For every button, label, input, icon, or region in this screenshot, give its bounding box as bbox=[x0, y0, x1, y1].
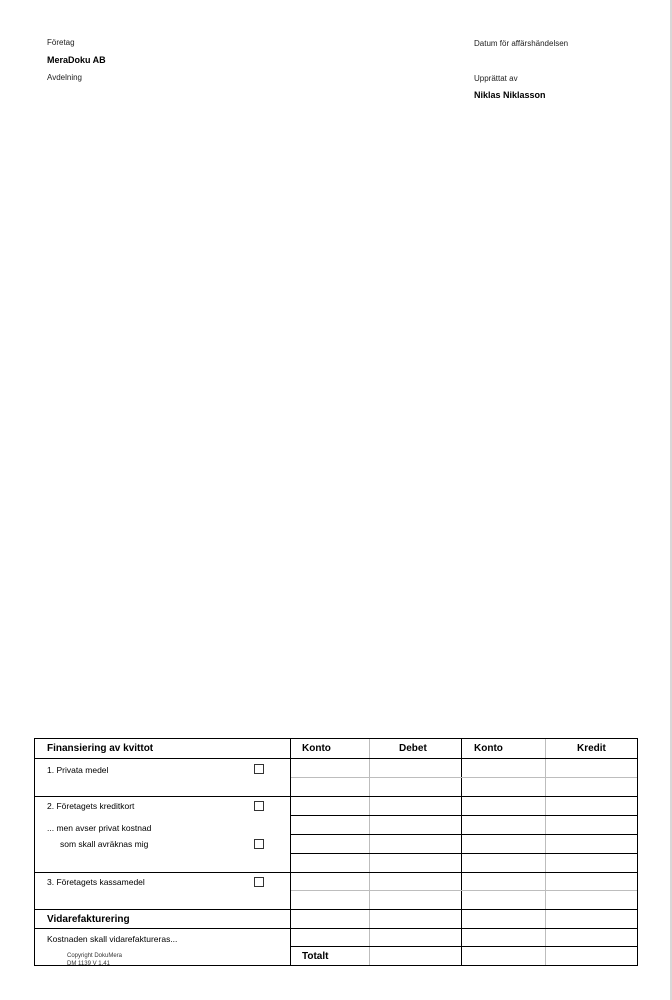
grid-row-line bbox=[291, 853, 637, 854]
column-header-konto: Konto bbox=[302, 743, 331, 754]
option-cash-funds: 3. Företagets kassamedel bbox=[47, 877, 145, 887]
total-row-line bbox=[291, 946, 637, 947]
version-text: DM 1139 V 1.41 bbox=[67, 961, 110, 967]
department-label: Avdelning bbox=[47, 73, 82, 82]
financing-title: Finansiering av kvittot bbox=[47, 743, 154, 754]
divider-left-section bbox=[290, 739, 291, 965]
company-label: Företag bbox=[47, 38, 75, 47]
date-label: Datum för affärshändelsen bbox=[474, 39, 569, 48]
grid-row-line bbox=[291, 777, 637, 778]
left-sep-2 bbox=[35, 872, 291, 873]
checkbox-cash-funds[interactable] bbox=[254, 877, 264, 887]
column-header-debet: Debet bbox=[399, 743, 427, 754]
copyright-text: Copyright DokuMera bbox=[67, 953, 123, 959]
reinvoicing-text: Kostnaden skall vidarefaktureras... bbox=[47, 934, 178, 944]
grid-row-line bbox=[291, 872, 637, 873]
option-private-cost-line2: som skall avräknas mig bbox=[60, 839, 149, 849]
prepared-by-label: Upprättat av bbox=[474, 74, 518, 83]
divider-debet-konto bbox=[461, 739, 462, 965]
grid-row-line bbox=[291, 909, 637, 910]
grid-row-line bbox=[291, 928, 637, 929]
grid-row-line bbox=[291, 834, 637, 835]
option-credit-card: 2. Företagets kreditkort bbox=[47, 801, 135, 811]
grid-row-line bbox=[291, 815, 637, 816]
option-private-cost-line1: ... men avser privat kostnad bbox=[47, 823, 152, 833]
total-label: Totalt bbox=[302, 951, 329, 962]
checkbox-credit-card[interactable] bbox=[254, 801, 264, 811]
company-value: MeraDoku AB bbox=[47, 55, 106, 65]
column-header-konto-2: Konto bbox=[474, 743, 503, 754]
grid-row-line bbox=[291, 796, 637, 797]
left-sep-4 bbox=[35, 928, 291, 929]
reinvoicing-title: Vidarefakturering bbox=[47, 914, 130, 925]
left-sep-1 bbox=[35, 796, 291, 797]
checkbox-private-cost[interactable] bbox=[254, 839, 264, 849]
option-private-funds: 1. Privata medel bbox=[47, 765, 109, 775]
grid-row-line bbox=[291, 890, 637, 891]
divider-konto-kredit bbox=[545, 739, 546, 965]
divider-konto-debet bbox=[369, 739, 370, 965]
column-header-kredit: Kredit bbox=[577, 743, 606, 754]
header-row-line bbox=[35, 758, 637, 759]
left-sep-3 bbox=[35, 909, 291, 910]
prepared-by-value: Niklas Niklasson bbox=[474, 90, 546, 100]
financing-form bbox=[34, 738, 638, 966]
checkbox-private-funds[interactable] bbox=[254, 764, 264, 774]
